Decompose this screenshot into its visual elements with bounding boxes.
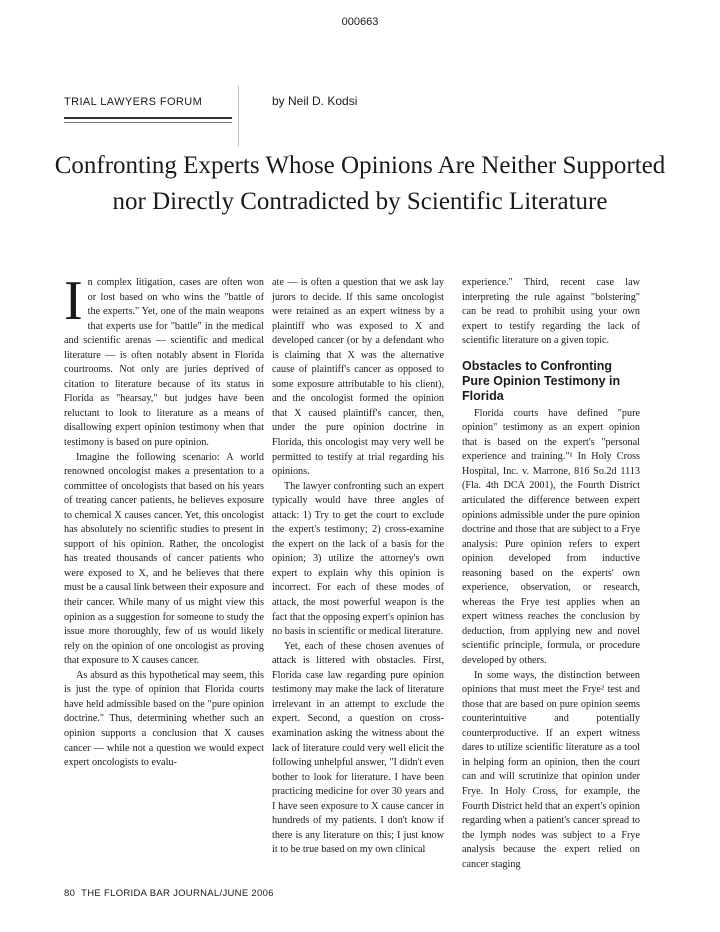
column-1 <box>64 270 264 771</box>
paragraph: As absurd as this hypothetical may seem, this is just the type of opinion that Florida courts have held admissible based on the "pure opinion doctrine." Thus, determining whether such an opinion supports a conclusion that X causes cancer — while not a question we would expect expert oncologists to evalu- <box>64 669 264 769</box>
column-3 <box>462 276 640 872</box>
bates-number: 000663 <box>341 16 379 28</box>
paragraph: ate — is often a question that we ask lay jurors to decide. If this same oncologist were retained as an expert witness by a plaintiff who was exposed to X and developed cancer (or by a defendant who is claiming that X was the alternative cause of plaintiff's cancer as opposed to some exposure attributable to his client), and the oncologist formed the opinion that X caused plaintiff's cancer, then, under the pure opinion doctrine in Florida, this oncologist may very well be permitted to testify at trial regarding his opinions. <box>272 277 444 478</box>
paragraph: The lawyer confronting such an expert typically would have three angles of attack: 1) Try to get the court to exclude the expert's testimony; 2) cross-examine the expert on the lack of a basis for the opinion; 3) utilize the attorney's own expert to explain why this opinion is incorrect. For each of these modes of attack, the most powerful weapon is the fact that the opposing expert's opinion has no basis in scientific or medical literature. <box>272 480 444 638</box>
header-rule-thin <box>64 122 232 123</box>
header-divider <box>238 86 239 146</box>
article-title: Confronting Experts Whose Opinions Are Neither Supported nor Directly Contradicted by Scientific Literature <box>54 152 666 215</box>
paragraph: experience." Third, recent case law interpreting the rule against "bolstering" can be read to prohibit using your own expert to testify regarding the lack of scientific literature on a given topic. <box>462 277 640 347</box>
page-number: 80 <box>64 888 76 899</box>
page-footer <box>64 888 280 899</box>
paragraph: Yet, each of these chosen avenues of attack is littered with obstacles. First, Florida case law regarding pure opinion testimony may make the lack of literature irrelevant in an attempt to exclude the expert. Second, a question on cross-examination asking the witness about the lack of literature could very well elicit the following unhelpful answer, "I didn't even bother to look for literature. I have been practicing medicine for over 30 years and I have seen exposure to X cause cancer in hundreds of my patients. I don't know if there is any literature on this; I just know it to be true based on my own clinical <box>272 640 444 856</box>
paragraph: In some ways, the distinction between opinions that must meet the Frye² test and those that are based on pure opinion seems counterintuitive and potentially counterproductive. If an expert witness dares to utilize scientific literature as a tool in helping form an opinion, then the court can and will scrutinize that opinion under Frye. In Holy Cross, for example, the Fourth District held that an expert's opinion regarding when a patient's cancer spread to the lymph nodes was subject to a Frye analysis because the expert relied on cancer staging <box>462 669 640 870</box>
section-label: TRIAL LAWYERS FORUM <box>64 96 203 108</box>
header-rule <box>64 117 232 119</box>
column-2 <box>272 276 444 858</box>
paragraph: Florida courts have defined "pure opinion" testimony as an expert opinion that is based on the expert's "personal experience and training."¹ In Holy Cross Hospital, Inc. v. Marrone, 816 So.2d 1113 (Fla. 4th DCA 2001), the Fourth District articulated the difference between expert opinions admissible under the pure opinion doctrine and those that are subject to a Frye analysis: Pure opinion refers to expert opinion developed from inductive reasoning based on the experts' own experience, observation, or research, whereas the Frye test applies when an expert witness reaches the conclusion by deduction, from applying new and novel scientific principle, formula, or procedure developed by others. <box>462 407 640 667</box>
paragraph: n complex litigation, cases are often won or lost based on who wins the "battle of the experts." Yet, one of the main weapons that experts use for "battle" in the medical and scientific arenas — scientific and medical literature — is often notably absent in Florida courtrooms. Not only are juries deprived of citation to literature because of its status in Florida as "hearsay," but judges have been reluctant to look to literature as a means of disallowing expert opinion testimony when that testimony is based on pure opinion. <box>64 277 264 449</box>
drop-cap: I <box>64 270 83 332</box>
author-byline: by Neil D. Kodsi <box>272 94 358 108</box>
publication-name: THE FLORIDA BAR JOURNAL/JUNE 2006 <box>81 888 274 899</box>
paragraph: Imagine the following scenario: A world renowned oncologist makes a presentation to a committee of oncologists that based on his years of treating cancer patients, he believes exposure to chemical X causes cancer. Yet, this oncologist has absolutely no scientific studies to present in support of his opinion. Rather, the oncologist has treated thousands of cancer patients who were exposed to X, and he believes that there must be a causal link between their exposure and their cancer. While many of us might view this opinion as a suggestion for someone to study the issue more thoroughly, few of us would likely rely on the opinion of one oncologist as proving that exposure to X causes cancer. <box>64 451 264 667</box>
section-subheading: Obstacles to Confronting Pure Opinion Testimony in Florida <box>462 358 621 403</box>
